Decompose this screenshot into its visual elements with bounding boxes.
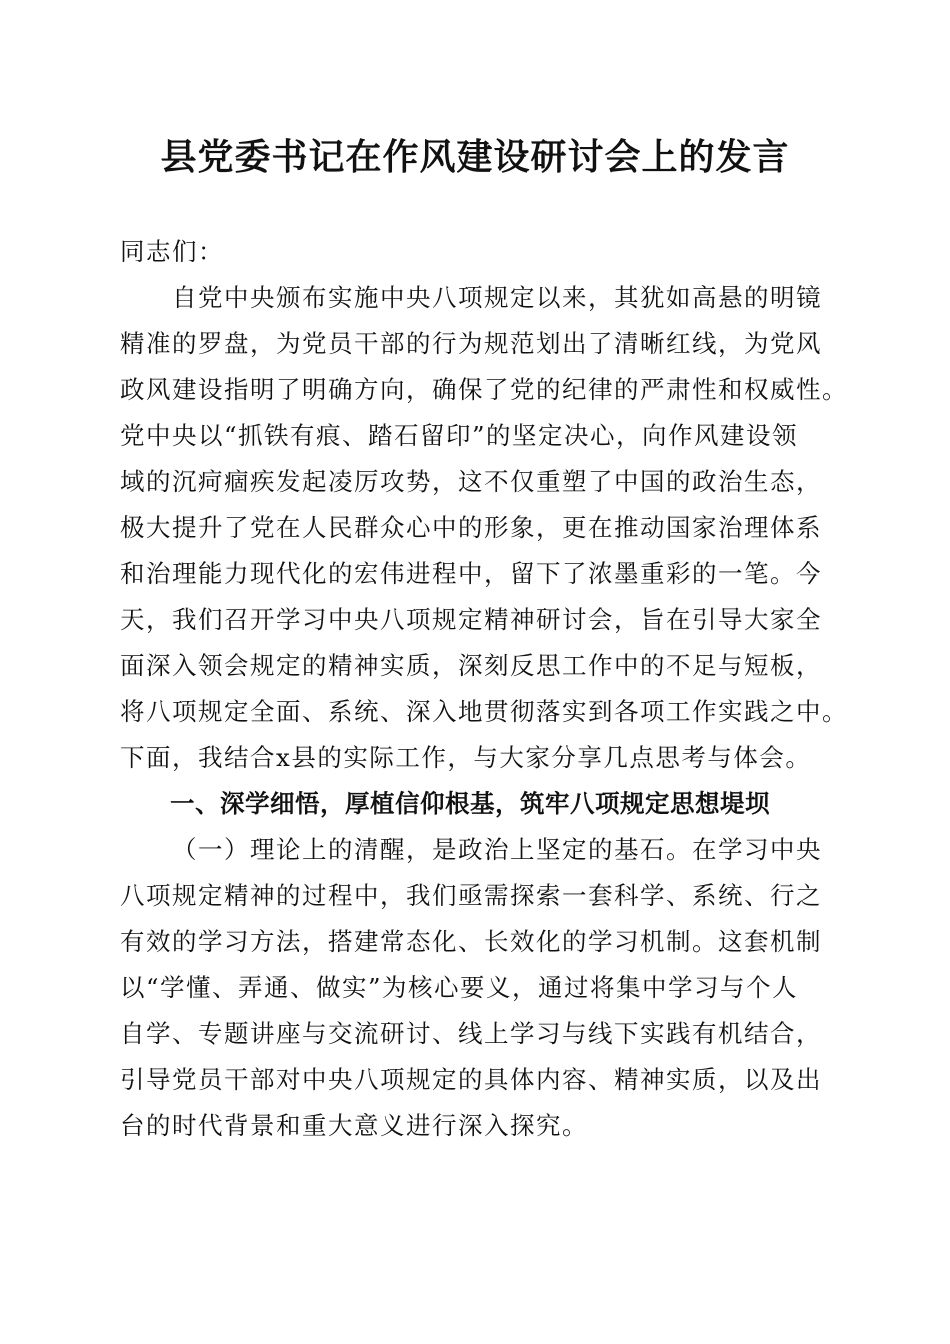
paragraph-line: 天，我们召开学习中央八项规定精神研讨会，旨在引导大家全 — [120, 605, 822, 634]
paragraph-line: 有效的学习方法，搭建常态化、长效化的学习机制。这套机制 — [120, 927, 822, 956]
paragraph-line: 将八项规定全面、系统、深入地贯彻落实到各项工作实践之中。 — [120, 697, 848, 726]
paragraph-line: 域的沉疴痼疾发起凌厉攻势，这不仅重塑了中国的政治生态， — [120, 467, 822, 496]
paragraph-line: 八项规定精神的过程中，我们亟需探索一套科学、系统、行之 — [120, 881, 822, 910]
paragraph-line: 面深入领会规定的精神实质，深刻反思工作中的不足与短板， — [120, 651, 822, 680]
paragraph-line: 自学、专题讲座与交流研讨、线上学习与线下实践有机结合， — [120, 1019, 822, 1048]
section-heading: 一、深学细悟，厚植信仰根基，筑牢八项规定思想堤坝 — [170, 789, 770, 818]
paragraph-line: 下面，我结合x县的实际工作，与大家分享几点思考与体会。 — [120, 743, 812, 772]
paragraph-line: 极大提升了党在人民群众心中的形象，更在推动国家治理体系 — [120, 513, 822, 542]
salutation: 同志们： — [120, 237, 224, 266]
paragraph-line: （一）理论上的清醒，是政治上坚定的基石。在学习中央 — [172, 835, 822, 864]
paragraph-line: 政风建设指明了明确方向，确保了党的纪律的严肃性和权威性。 — [120, 375, 848, 404]
document-title: 县党委书记在作风建设研讨会上的发言 — [160, 136, 790, 178]
paragraph-line: 党中央以“抓铁有痕、踏石留印”的坚定决心，向作风建设领 — [120, 421, 799, 450]
paragraph-line: 台的时代背景和重大意义进行深入探究。 — [120, 1111, 588, 1140]
paragraph-line: 自党中央颁布实施中央八项规定以来，其犹如高悬的明镜 — [172, 283, 822, 312]
paragraph-line: 精准的罗盘，为党员干部的行为规范划出了清晰红线，为党风 — [120, 329, 822, 358]
paragraph-line: 以“学懂、弄通、做实”为核心要义，通过将集中学习与个人 — [120, 973, 799, 1002]
paragraph-line: 和治理能力现代化的宏伟进程中，留下了浓墨重彩的一笔。今 — [120, 559, 822, 588]
paragraph-line: 引导党员干部对中央八项规定的具体内容、精神实质，以及出 — [120, 1065, 822, 1094]
